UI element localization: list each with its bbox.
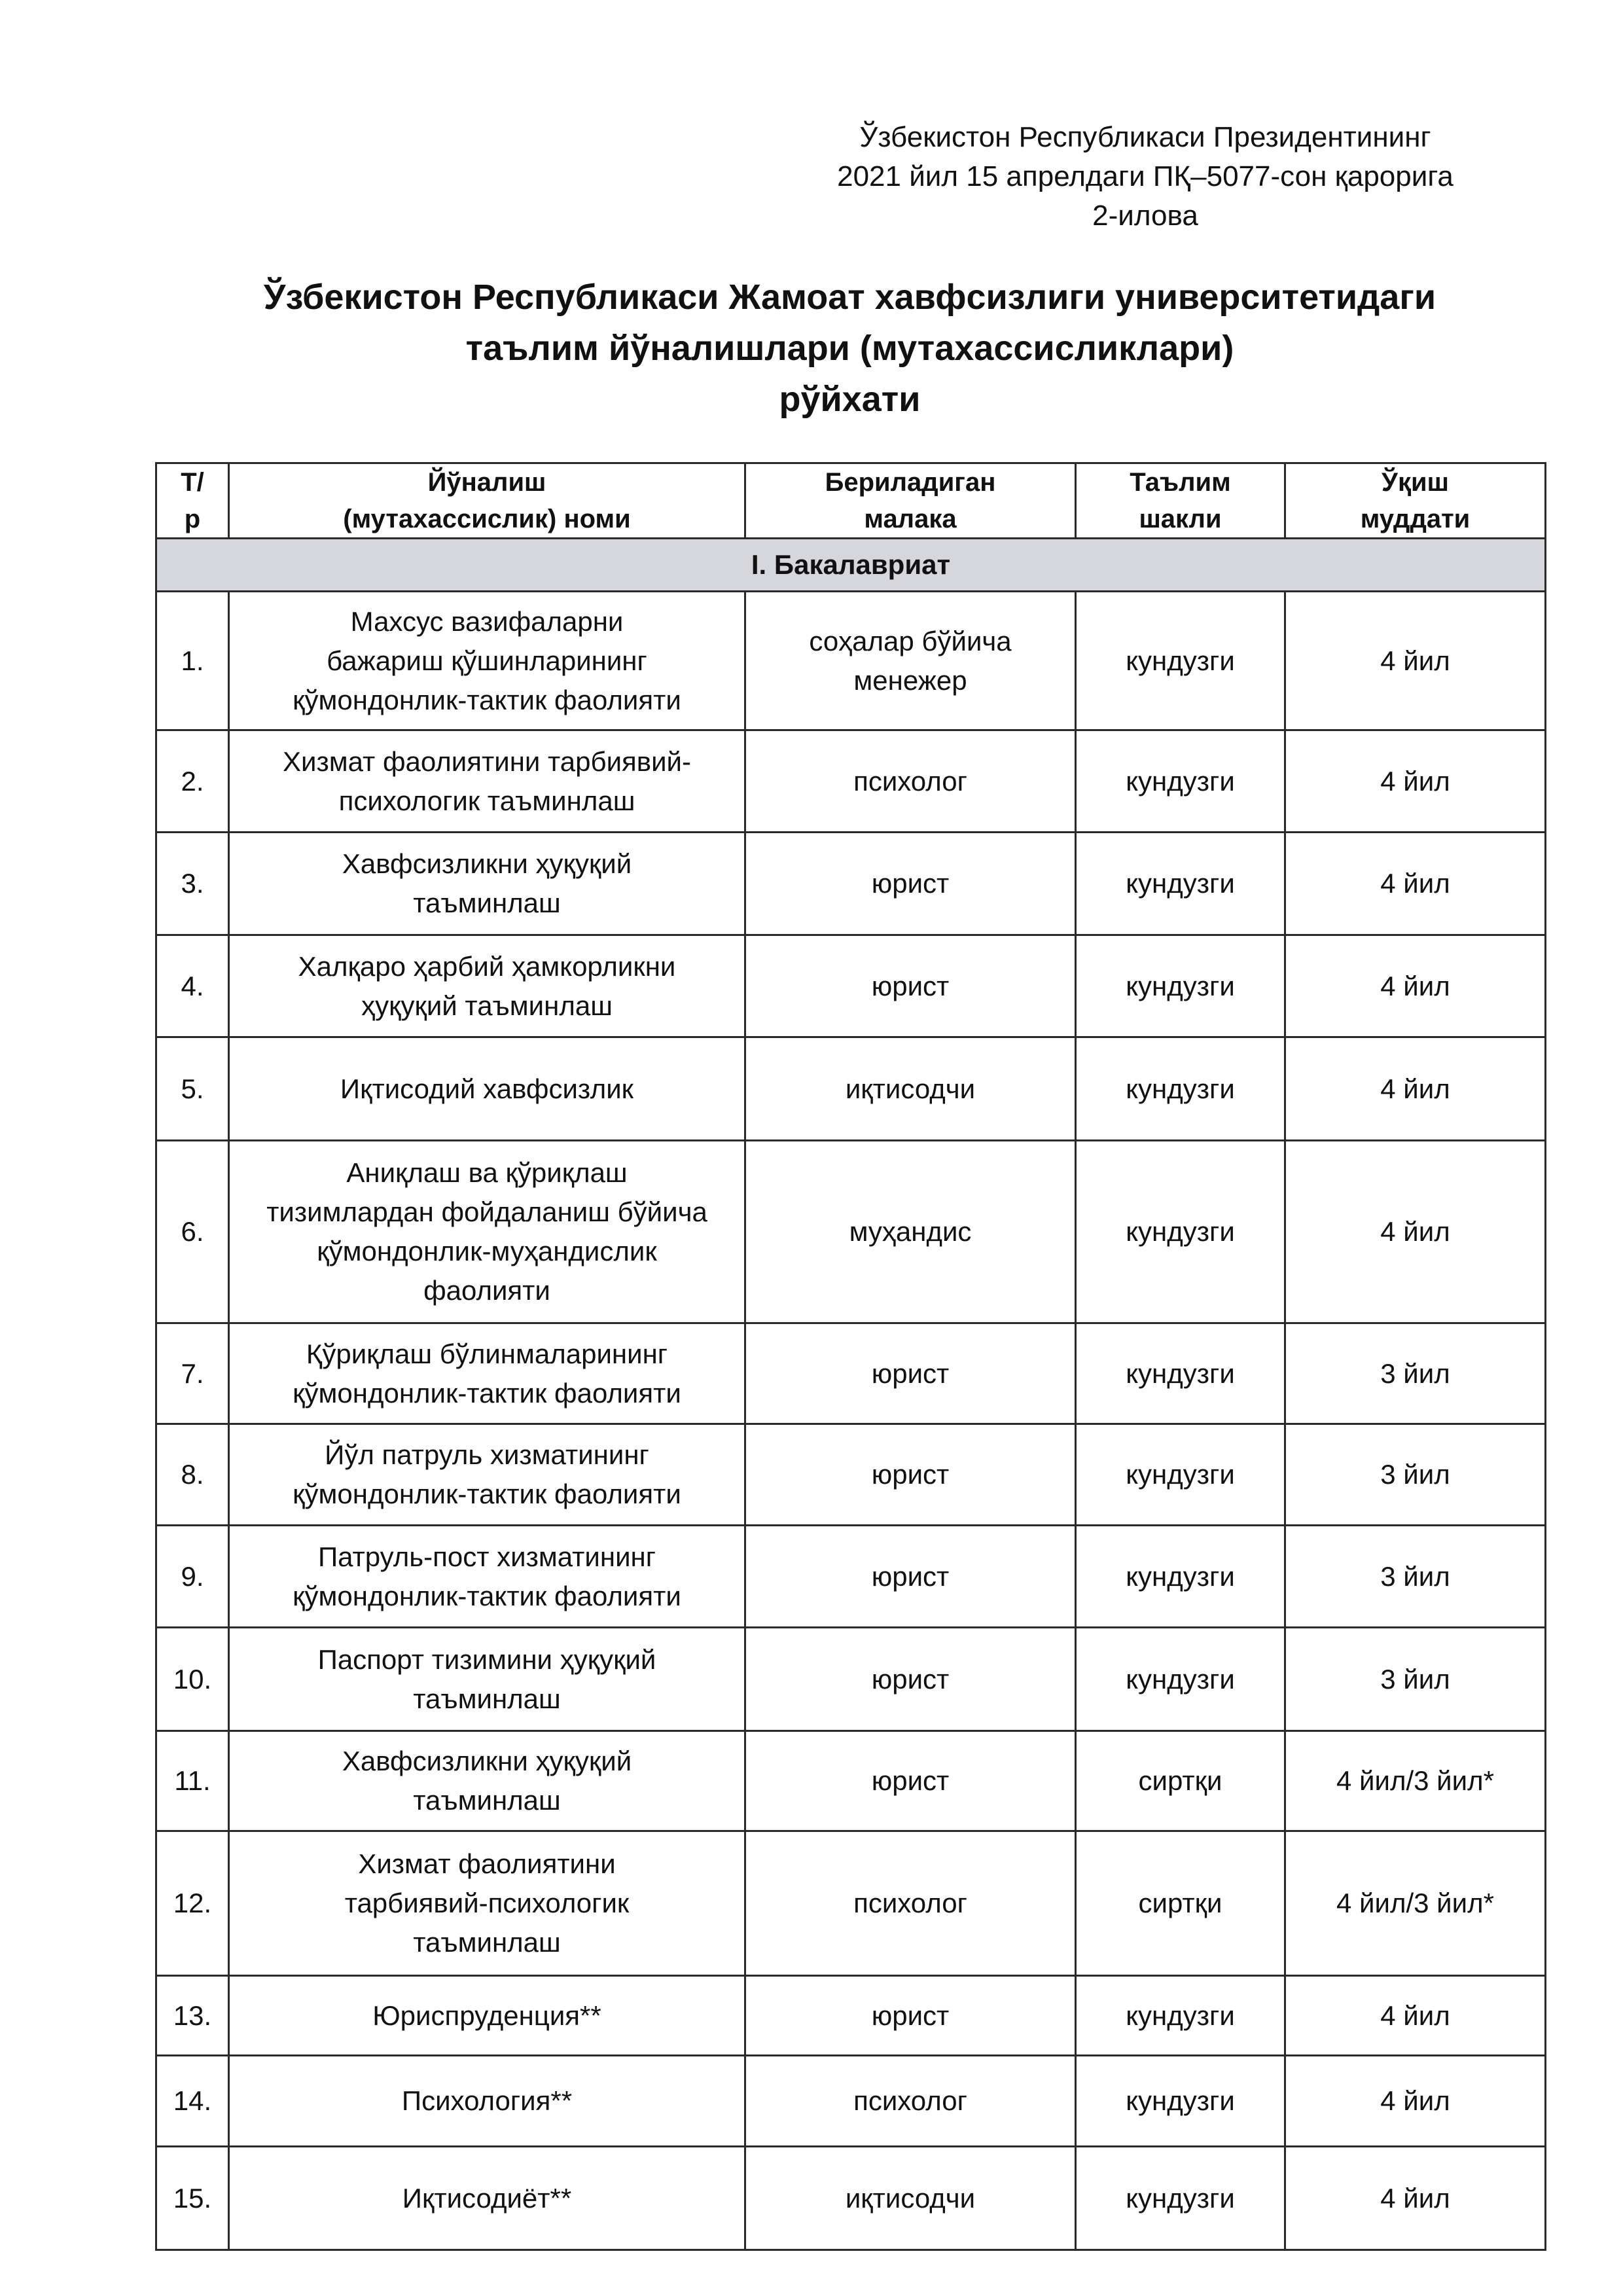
study-form: кундузги [1076,592,1285,730]
qualification-line: психолог [853,2085,967,2116]
specialty-name [229,1731,745,1831]
specialty-name-line: тизимлардан фойдаланиш бўйича [266,1196,707,1227]
section-title: I. Бакалавриат [156,539,1546,592]
table-row [156,592,1546,730]
qualification-line: иқтисодчи [845,1073,976,1104]
qualification [745,1628,1076,1731]
table-row [156,730,1546,833]
study-form: кундузги [1076,1037,1285,1141]
column-header-qualification-line2: малака [864,505,957,533]
study-duration: 4 йил/3 йил* [1285,1731,1546,1831]
column-header-specialty [229,463,745,539]
specialty-name [229,1141,745,1323]
study-form: кундузги [1076,1323,1285,1424]
specialty-name [229,1831,745,1976]
qualification [745,1731,1076,1831]
study-form: кундузги [1076,1526,1285,1628]
column-header-number [156,463,229,539]
specialty-name [229,1976,745,2056]
table-row [156,1037,1546,1141]
specialty-name-line: таъминлаш [413,1683,561,1714]
row-number: 4. [156,935,229,1037]
study-form: кундузги [1076,730,1285,833]
qualification [745,1831,1076,1976]
study-form: сиртқи [1076,1831,1285,1976]
qualification [745,730,1076,833]
qualification-line: психолог [853,765,967,797]
row-number: 8. [156,1424,229,1526]
specialty-name-line: Хизмат фаолиятини тарбиявий- [283,745,691,777]
qualification-line: иқтисодчи [845,2182,976,2214]
specialty-name-line: тарбиявий-психологик [344,1888,630,1918]
table-row [156,1424,1546,1526]
row-number: 3. [156,833,229,935]
study-duration: 4 йил/3 йил* [1285,1831,1546,1976]
table-row [156,833,1546,935]
annex-note-line3: 2-илова [1092,200,1198,232]
column-header-study-form-line1: Таълим [1130,468,1231,497]
specialty-name-line: таъминлаш [413,1785,561,1816]
table-row [156,2147,1546,2250]
study-form: сиртқи [1076,1731,1285,1831]
specialty-name [229,1628,745,1731]
study-duration: 3 йил [1285,1424,1546,1526]
study-form: кундузги [1076,1141,1285,1323]
table-row [156,2056,1546,2147]
annex-note [753,118,1538,236]
specialty-name-line: қўмондонлик-тактик фаолияти [293,1580,681,1611]
specialty-name-line: қўмондонлик-тактик фаолияти [293,1479,681,1509]
qualification-line: менежер [853,664,967,696]
study-duration: 4 йил [1285,1976,1546,2056]
row-number: 15. [156,2147,229,2250]
specialty-name-line: Иқтисодий хавфсизлик [340,1073,634,1104]
table-row [156,1831,1546,1976]
table-header-row [156,463,1546,539]
table-row [156,1976,1546,2056]
row-number: 9. [156,1526,229,1628]
qualification [745,1424,1076,1526]
qualification-line: муҳандис [849,1216,972,1247]
row-number: 13. [156,1976,229,2056]
column-header-specialty-line1: Йўналиш [427,468,546,497]
specialty-name-line: таъминлаш [413,1927,561,1958]
specialties-table [155,462,1546,2251]
qualification [745,935,1076,1037]
specialty-name [229,2056,745,2147]
study-form: кундузги [1076,1628,1285,1731]
specialty-name-line: Хавфсизликни ҳуқуқий [342,848,632,879]
row-number: 12. [156,1831,229,1976]
qualification [745,1037,1076,1141]
study-form: кундузги [1076,2056,1285,2147]
column-header-qualification [745,463,1076,539]
study-form: кундузги [1076,1976,1285,2056]
study-form: кундузги [1076,2147,1285,2250]
row-number: 1. [156,592,229,730]
qualification-line: юрист [871,970,950,1001]
qualification [745,1323,1076,1424]
specialty-name-line: Иқтисодиёт** [402,2182,572,2214]
study-duration: 4 йил [1285,2056,1546,2147]
study-duration: 4 йил [1285,2147,1546,2250]
study-duration: 4 йил [1285,1141,1546,1323]
section-row-bachelor [156,539,1546,592]
row-number: 10. [156,1628,229,1731]
document-title [155,272,1544,425]
table-row [156,1628,1546,1731]
study-form: кундузги [1076,1424,1285,1526]
qualification [745,592,1076,730]
specialty-name-line: Психология** [401,2085,573,2116]
table-row [156,1526,1546,1628]
table-row [156,1141,1546,1323]
qualification-line: юрист [871,1560,950,1592]
qualification [745,1141,1076,1323]
column-header-study-form-line2: шакли [1139,505,1222,533]
specialty-name-line: Хавфсизликни ҳуқуқий [342,1746,632,1776]
specialty-name-line: қўмондонлик-муҳандислик [317,1236,657,1266]
study-duration: 3 йил [1285,1628,1546,1731]
study-duration: 4 йил [1285,730,1546,833]
specialty-name-line: Махсус вазифаларни [350,605,624,637]
column-header-qualification-line1: Бериладиган [825,468,996,497]
specialty-name-line: Халқаро ҳарбий ҳамкорликни [298,950,676,982]
specialty-name-line: Аниқлаш ва қўриқлаш [346,1157,628,1188]
specialty-name [229,1526,745,1628]
specialty-name-line: Қўриқлаш бўлинмаларининг [306,1338,668,1369]
specialty-name-line: бажариш қўшинларининг [327,645,647,676]
study-duration: 3 йил [1285,1526,1546,1628]
table-row [156,935,1546,1037]
specialty-name-line: Юриспруденция** [372,2000,601,2031]
study-duration: 4 йил [1285,833,1546,935]
study-duration: 4 йил [1285,1037,1546,1141]
specialty-name-line: Патруль-пост хизматининг [317,1541,656,1572]
qualification [745,2056,1076,2147]
annex-note-line2: 2021 йил 15 апрелдаги ПҚ–5077-сон қарорига [837,160,1454,192]
column-header-duration [1285,463,1546,539]
column-header-study-form [1076,463,1285,539]
row-number: 5. [156,1037,229,1141]
qualification-line: юрист [871,1765,950,1796]
specialty-name [229,2147,745,2250]
specialty-name [229,730,745,833]
row-number: 14. [156,2056,229,2147]
study-duration: 4 йил [1285,592,1546,730]
specialty-name-line: қўмондонлик-тактик фаолияти [293,1377,681,1408]
table-row [156,1323,1546,1424]
specialty-name [229,1323,745,1424]
qualification [745,1976,1076,2056]
specialty-name [229,1037,745,1141]
study-form: кундузги [1076,833,1285,935]
column-header-duration-line1: Ўқиш [1382,468,1449,497]
column-header-number-line1: Т/ [181,468,204,497]
document-title-line1: Ўзбекистон Республикаси Жамоат хавфсизлиги университетидаги [263,278,1436,317]
specialty-name-line: ҳуқуқий таъминлаш [361,990,613,1021]
qualification [745,2147,1076,2250]
qualification-line: юрист [871,2000,950,2031]
specialty-name [229,592,745,730]
column-header-number-line2: р [184,505,201,533]
row-number: 11. [156,1731,229,1831]
qualification [745,1526,1076,1628]
qualification-line: психолог [853,1888,967,1918]
qualification-line: юрист [871,1357,950,1389]
specialty-name-line: психологик таъминлаш [338,785,635,816]
study-duration: 3 йил [1285,1323,1546,1424]
study-duration: 4 йил [1285,935,1546,1037]
qualification [745,833,1076,935]
specialty-name-line: Хизмат фаолиятини [358,1848,616,1879]
qualification-line: юрист [871,1459,950,1490]
study-form: кундузги [1076,935,1285,1037]
specialty-name-line: Йўл патруль хизматининг [325,1439,649,1470]
specialty-name [229,833,745,935]
document-title-line2: таълим йўналишлари (мутахассисликлари) [465,329,1234,368]
row-number: 7. [156,1323,229,1424]
column-header-specialty-line2: (мутахассислик) номи [343,505,631,533]
qualification-line: юрист [871,868,950,899]
annex-note-line1: Ўзбекистон Республикаси Президентининг [859,121,1431,153]
row-number: 2. [156,730,229,833]
specialty-name-line: фаолияти [423,1275,550,1306]
qualification-line: соҳалар бўйича [809,625,1012,656]
row-number: 6. [156,1141,229,1323]
specialty-name-line: Паспорт тизимини ҳуқуқий [317,1643,656,1675]
specialty-name-line: қўмондонлик-тактик фаолияти [293,684,681,715]
specialty-name-line: таъминлаш [413,888,561,918]
qualification-line: юрист [871,1663,950,1695]
specialty-name [229,935,745,1037]
column-header-duration-line2: муддати [1360,505,1471,533]
document-title-line3: рўйхати [779,380,921,419]
specialty-name [229,1424,745,1526]
table-row [156,1731,1546,1831]
